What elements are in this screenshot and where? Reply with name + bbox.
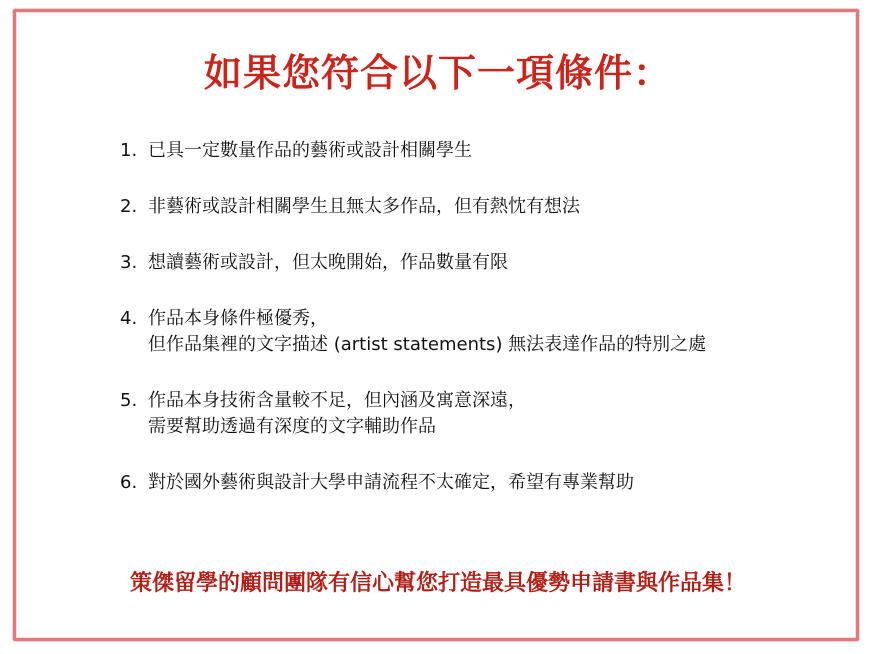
item-line: 但作品集裡的文字描述 (artist statements) 無法表達作品的特別之處 <box>148 334 707 355</box>
item-line: 想讀藝術或設計，但太晚開始，作品數量有限 <box>148 252 508 273</box>
item-text <box>148 388 526 440</box>
item-number: 2. <box>120 196 138 217</box>
item-line: 非藝術或設計相關學生且無太多作品，但有熱忱有想法 <box>148 196 580 217</box>
item-number: 1. <box>120 140 138 161</box>
item-number: 5. <box>120 390 138 411</box>
list-item <box>120 194 820 220</box>
conditions-list <box>120 138 820 526</box>
item-number: 4. <box>120 308 138 329</box>
item-number: 6. <box>120 472 138 493</box>
list-item <box>120 470 820 496</box>
item-text <box>148 470 634 496</box>
page-title: 如果您符合以下一項條件： <box>203 51 672 95</box>
item-line: 需要幫助透過有深度的文字輔助作品 <box>148 416 436 437</box>
list-item <box>120 138 820 164</box>
item-text <box>148 194 580 220</box>
footer-tagline: 策傑留學的顧問團隊有信心幫您打造最具優勢申請書與作品集！ <box>129 571 746 596</box>
item-line: 作品本身技術含量較不足，但內涵及寓意深遠， <box>148 390 526 411</box>
item-text <box>148 250 508 276</box>
item-line: 已具一定數量作品的藝術或設計相關學生 <box>148 140 472 161</box>
item-number: 3. <box>120 252 138 273</box>
item-line: 對於國外藝術與設計大學申請流程不太確定，希望有專業幫助 <box>148 472 634 493</box>
list-item <box>120 388 820 440</box>
item-text <box>148 138 472 164</box>
item-line: 作品本身條件極優秀， <box>148 308 328 329</box>
list-item <box>120 306 820 358</box>
item-text <box>148 306 706 358</box>
list-item <box>120 250 820 276</box>
